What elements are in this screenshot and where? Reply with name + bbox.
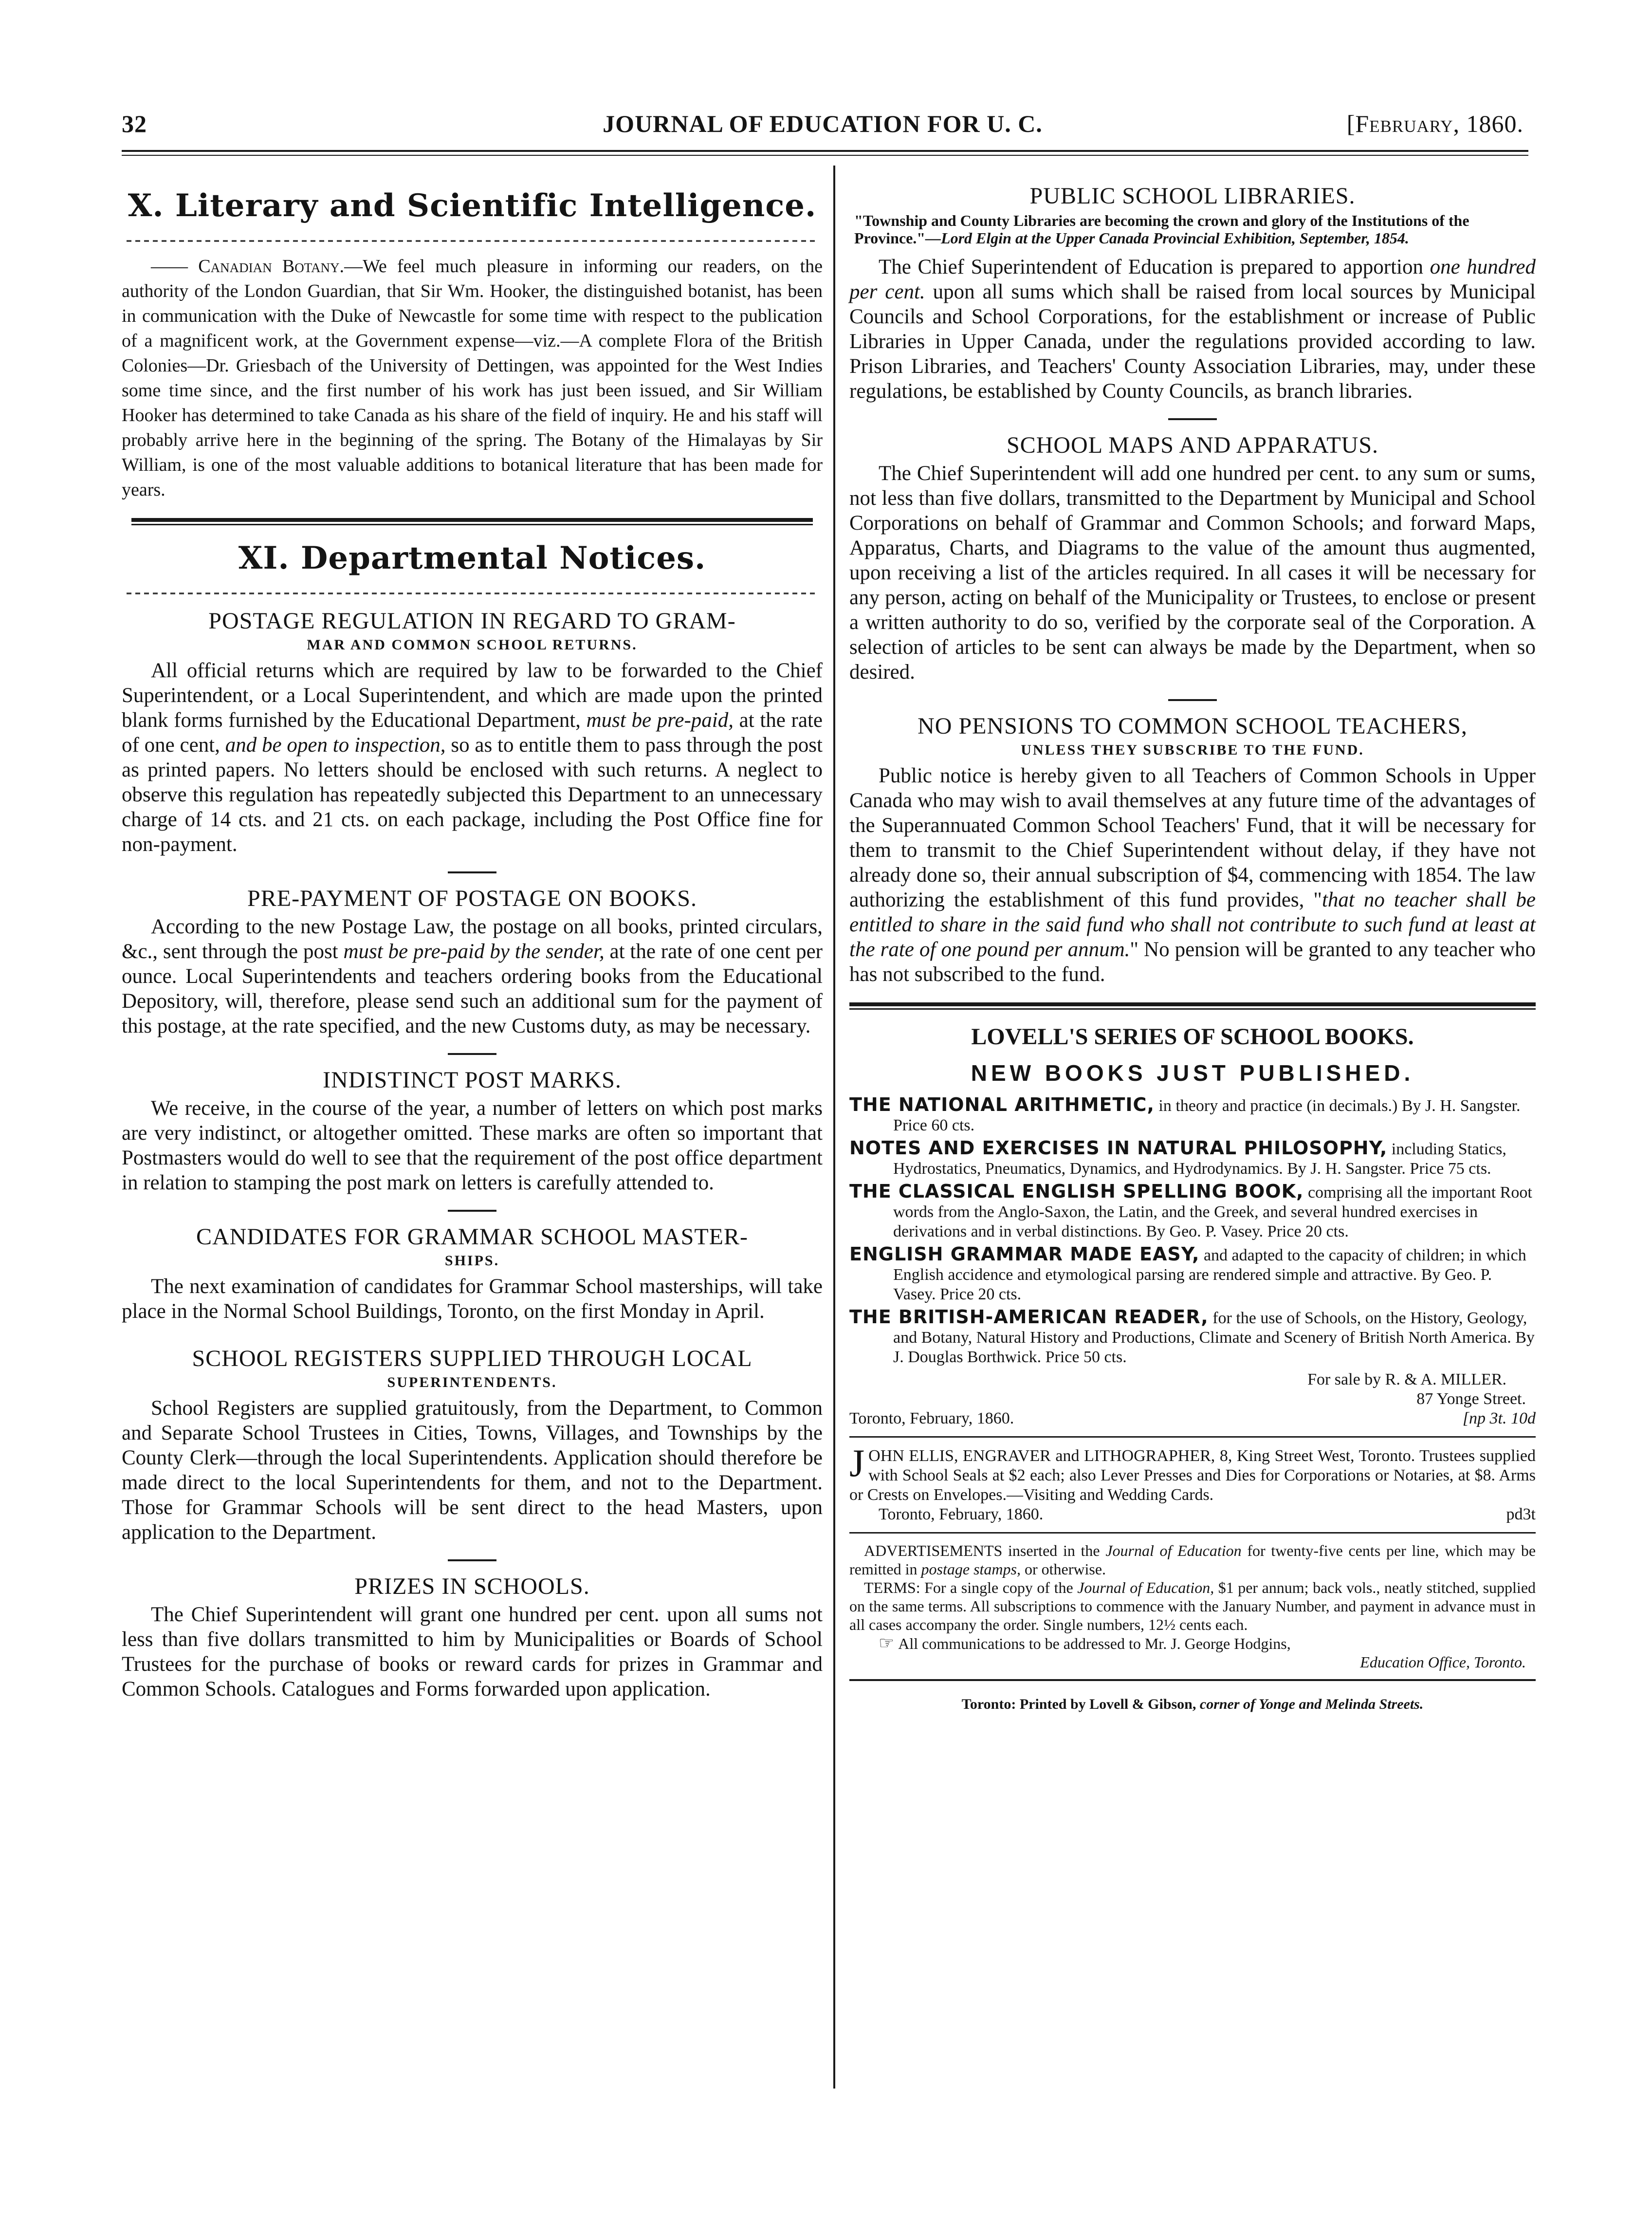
list-item: [849, 1095, 1536, 1135]
book-title: THE BRITISH-AMERICAN READER,: [849, 1306, 1209, 1328]
prepayment-heading: PRE-PAYMENT OF POSTAGE ON BOOKS.: [247, 886, 697, 911]
pensions-subheading: UNLESS THEY SUBSCRIBE TO THE FUND.: [1021, 742, 1364, 758]
registers-text: School Registers are supplied gratuitously, from the Department, to Common and Separate School Trustees in Cities, Towns, Villages, and Townships by the County Clerk—through the local Superintendents. Application should therefore be made direct to the local Superintendents for them, and not to the Department. Those for Grammar Schools will be sent direct to the head Masters, upon application to the Department.: [122, 1397, 823, 1544]
divider: [448, 1210, 496, 1212]
book-description: comprising all the important Root words from the Anglo-Saxon, the Latin, and the Greek, and several hundred exercises in derivations and in verbal distinctions. By Geo. P. Vasey. Price 20 cts.: [893, 1183, 1532, 1240]
communications-note: [849, 1634, 1536, 1653]
ad-rule: [849, 1532, 1536, 1534]
lovell-subheading: NEW BOOKS JUST PUBLISHED.: [971, 1060, 1414, 1086]
text-run: so as to entitle them to pass through the post as printed papers. No letters should be enclosed with such returns. A neglect to observe this regulation has repeatedly subjected this Department to an unnecessary charge of 14 cts. and 21 cts. on each package, including the Post Office fine for non-payment.: [122, 734, 823, 856]
divider: [448, 1053, 496, 1055]
office-line: [849, 1653, 1536, 1671]
article-lead: —— Canadian Botany.: [151, 256, 345, 277]
candidates-heading: CANDIDATES FOR GRAMMAR SCHOOL MASTER-: [196, 1224, 748, 1250]
candidates-subheading: SHIPS.: [444, 1253, 500, 1269]
ellis-footer: [849, 1505, 1536, 1524]
text-run: " No pension will be granted to any teacher who has not subscribed to the fund.: [849, 938, 1536, 986]
emphasis: that no teacher shall be entitled to share in the said fund who shall not contribute to such fund at least at the rate of one pound per annum.: [849, 888, 1536, 961]
book-description: including Statics, Hydrostatics, Pneumatics, Dynamics, and Hydrodynamics. By J. H. Sangster. Price 75 cts.: [893, 1140, 1506, 1178]
book-list: [849, 1095, 1536, 1367]
lovell-heading: LOVELL'S SERIES OF SCHOOL BOOKS.: [971, 1024, 1414, 1050]
seller-address: 87 Yonge Street.: [1416, 1390, 1526, 1408]
section-heading-notices: XI. Departmental Notices.: [238, 540, 706, 576]
ad-text: OHN ELLIS, ENGRAVER and LITHOGRAPHER, 8, King Street West, Toronto. Trustees supplied with School Seals at $2 each; also Lever Presses and Dies for Corporations or Notaries, at $8. Arms or Crests on Envelopes.—Visiting and Wedding Cards.: [849, 1447, 1536, 1504]
place-date: Toronto, February, 1860.: [849, 1409, 1014, 1427]
text-run: at the rate of one cent,: [122, 709, 823, 757]
text-run: for twenty-five cents per line, which may be remitted in: [849, 1542, 1536, 1578]
prepayment-text: [122, 914, 823, 1038]
pensions-heading: NO PENSIONS TO COMMON SCHOOL TEACHERS,: [918, 713, 1468, 739]
text-run: The Chief Superintendent of Education is prepared to apportion: [879, 256, 1430, 278]
list-item: [849, 1182, 1536, 1241]
column-divider: [833, 166, 835, 2089]
journal-title: JOURNAL OF EDUCATION FOR U. C.: [603, 110, 1043, 137]
text-run: or otherwise.: [1020, 1560, 1106, 1578]
ad-rule: [849, 1679, 1536, 1681]
text-run: upon all sums which shall be raised from local sources by Municipal Councils and School Corporations, for the establishment or increase of Public Libraries in Upper Canada, under the regulations provided according to law. Prison Libraries, and Teachers' County Association Libraries, may, under these regulations, be established by County Councils, as branch libraries.: [849, 280, 1536, 403]
divider: [448, 871, 496, 873]
text-run: Toronto: Printed by Lovell & Gibson,: [961, 1696, 1200, 1712]
emphasis: Journal of Education,: [1077, 1579, 1214, 1596]
divider: [448, 1559, 496, 1561]
divider: [1168, 418, 1217, 420]
text-run: ADVERTISEMENTS inserted in the: [864, 1542, 1106, 1559]
indistinct-heading: INDISTINCT POST MARKS.: [323, 1067, 622, 1093]
postage-text: [122, 658, 823, 857]
lovell-footer: [849, 1409, 1536, 1428]
ornamental-rule: [127, 240, 818, 242]
text-run: at the rate of one cent per ounce. Local Superintendents and teachers ordering books from the Educational Depository, will, therefore, please send such an additional sum for the payment of this postage, at the rate specified, and the new Customs duty, as may be necessary.: [122, 940, 823, 1037]
registers-heading: SCHOOL REGISTERS SUPPLIED THROUGH LOCAL: [192, 1346, 753, 1371]
drop-capital: J: [849, 1442, 865, 1485]
text-run: According to the new Postage Law, the postage on all books, printed circulars, &c., sent through the post: [122, 915, 823, 963]
text-run: All communications to be addressed to Mr. J. George Hodgins,: [898, 1635, 1291, 1652]
book-title: ENGLISH GRAMMAR MADE EASY,: [849, 1243, 1200, 1265]
text-run: Public notice is hereby given to all Teachers of Common Schools in Upper Canada who may wish to avail themselves at any future time of the advantages of the Superannuated Common School Teachers' Fund, that it will be necessary for them to transmit to the Chief Superintendent without delay, if they have not already done so, their annual subscription of $4, commencing with 1854. The law authorizing the establishment of this fund provides, ": [849, 764, 1536, 911]
printer-imprint: [849, 1696, 1536, 1713]
emphasis: postage stamps,: [921, 1560, 1021, 1578]
maps-heading: SCHOOL MAPS AND APPARATUS.: [1006, 432, 1379, 458]
list-item: [849, 1138, 1536, 1179]
advertising-terms: [849, 1541, 1536, 1578]
section-rule: [131, 518, 813, 522]
ornamental-rule: [127, 592, 818, 594]
subscription-terms: [849, 1578, 1536, 1634]
place-date: Toronto, February, 1860.: [879, 1505, 1044, 1523]
pointing-hand-icon: ☞: [879, 1633, 895, 1653]
right-column: [849, 173, 1536, 1728]
prizes-text: The Chief Superintendent will grant one hundred per cent. upon all sums not less than five dollars transmitted to him by Municipalities or Boards of School Trustees for the purchase of books or reward cards for prizes in Grammar and Common Schools. Catalogues and Forms forwarded upon application.: [122, 1603, 823, 1701]
header-rule-top: [122, 150, 1528, 152]
book-description: and adapted to the capacity of children; in which English accidence and etymological parsing are rendered simple and attractive. By Geo. P. Vasey. Price 20 cts.: [893, 1246, 1526, 1303]
insertion-code: pd3t: [1506, 1505, 1536, 1523]
running-header: [122, 110, 1524, 139]
issue-date: [February, 1860.: [1346, 110, 1524, 137]
header-rule-bottom: [122, 155, 1528, 156]
canadian-botany-article: [122, 254, 823, 502]
indistinct-text: We receive, in the course of the year, a number of letters on which post marks are very indistinct, or altogether omitted. These marks are often so important that Postmasters would do well to see that the requirement of the post office department in relation to stamping the post mark on letters is carefully attended to.: [122, 1097, 823, 1194]
list-item: [849, 1307, 1536, 1367]
text-run: $1 per annum; back vols., neatly stitched, supplied on the same terms. All subscriptions to commence with the January Number, and payment in advance must in all cases accompany the order. Single numbers, 12½ cents each.: [849, 1579, 1536, 1633]
maps-text: The Chief Superintendent will add one hundred per cent. to any sum or sums, not less than five dollars, transmitted to the Department by Municipal and School Corporations on behalf of Grammar and Common Schools; and forward Maps, Apparatus, Charts, and Diagrams to the value of the amount thus augmented, upon receiving a list of the articles required. In all cases it will be necessary for any person, acting on behalf of the Municipality or Trustees, to enclose or present a written authority to do so, verified by the corporate seal of the Corporation. A selection of articles to be sent can always be made by the Department, when so desired.: [849, 462, 1536, 684]
emphasis: Education Office, Toronto.: [1360, 1653, 1526, 1671]
emphasis: must be pre-paid by the sender,: [343, 940, 605, 963]
emphasis: Journal of Education: [1105, 1542, 1242, 1559]
left-column: [122, 173, 823, 1701]
insertion-code: [np 3t. 10d: [1462, 1409, 1536, 1427]
book-title: NOTES AND EXERCISES IN NATURAL PHILOSOPHY,: [849, 1137, 1388, 1159]
postage-subheading: MAR AND COMMON SCHOOL RETURNS.: [307, 637, 638, 653]
book-description: for the use of Schools, on the History, Geology, and Botany, Natural History and Productions, Climate and Scenery of British North America. By J. Douglas Borthwick. Price 50 cts.: [893, 1309, 1535, 1366]
text-run: TERMS: For a single copy of the: [864, 1579, 1078, 1596]
prizes-heading: PRIZES IN SCHOOLS.: [354, 1573, 590, 1599]
libraries-text: [849, 255, 1536, 404]
emphasis: must be pre-paid,: [586, 709, 734, 732]
registers-subheading: SUPERINTENDENTS.: [387, 1374, 557, 1390]
book-title: THE NATIONAL ARITHMETIC,: [849, 1094, 1155, 1115]
seller-line: For sale by R. & A. MILLER.: [1307, 1370, 1506, 1388]
quote: "Township and County Libraries are becoming the crown and glory of the Institutions of the Province.": [854, 212, 1469, 247]
emphasis: corner of Yonge and Melinda Streets.: [1199, 1696, 1424, 1712]
pensions-text: [849, 763, 1536, 987]
book-title: THE CLASSICAL ENGLISH SPELLING BOOK,: [849, 1181, 1304, 1202]
libraries-epigraph: [854, 212, 1531, 247]
postage-heading: POSTAGE REGULATION IN REGARD TO GRAM-: [208, 608, 736, 634]
page-number: 32: [122, 110, 147, 137]
section-rule-thin: [849, 1008, 1536, 1010]
divider: [1168, 699, 1217, 701]
section-rule-thin: [131, 524, 813, 525]
article-text: —We feel much pleasure in informing our readers, on the authority of the London Guardian, that Sir Wm. Hooker, the distinguished botanist, has been in communication with the Duke of Newcastle for some time with respect to the publication of a magnificent work, at the Government expense—viz.—A complete Flora of the British Colonies—Dr. Griesbach of the University of Dettingen, was appointed for the West Indies some time since, and the first number of his work has just been issued, and Sir William Hooker has determined to take Canada as his share of the field of inquiry. He and his staff will probably arrive here in the beginning of the spring. The Botany of the Himalayas by Sir William, is one of the most valuable additions to botanical literature that has been made for years.: [122, 256, 823, 500]
section-heading-literary: X. Literary and Scientific Intelligence.: [128, 187, 817, 224]
book-description: in theory and practice (in decimals.) By J. H. Sangster. Price 60 cts.: [893, 1097, 1521, 1134]
text-run: All official returns which are required by law to be forwarded to the Chief Superintendent, or a Local Superintendent, and which are made upon the printed blank forms furnished by the Educational Department,: [122, 659, 823, 732]
list-item: [849, 1244, 1536, 1304]
libraries-heading: PUBLIC SCHOOL LIBRARIES.: [1029, 183, 1356, 209]
emphasis: one hundred per cent.: [849, 256, 1536, 303]
candidates-text: The next examination of candidates for Grammar School masterships, will take place in the Normal School Buildings, Toronto, on the first Monday in April.: [122, 1275, 823, 1323]
ad-rule: [849, 1436, 1536, 1438]
emphasis: and be open to inspection,: [225, 734, 446, 757]
ellis-advertisement: [849, 1442, 1536, 1505]
section-rule: [849, 1002, 1536, 1006]
attribution: —Lord Elgin at the Upper Canada Provincial Exhibition, September, 1854.: [925, 229, 1409, 247]
